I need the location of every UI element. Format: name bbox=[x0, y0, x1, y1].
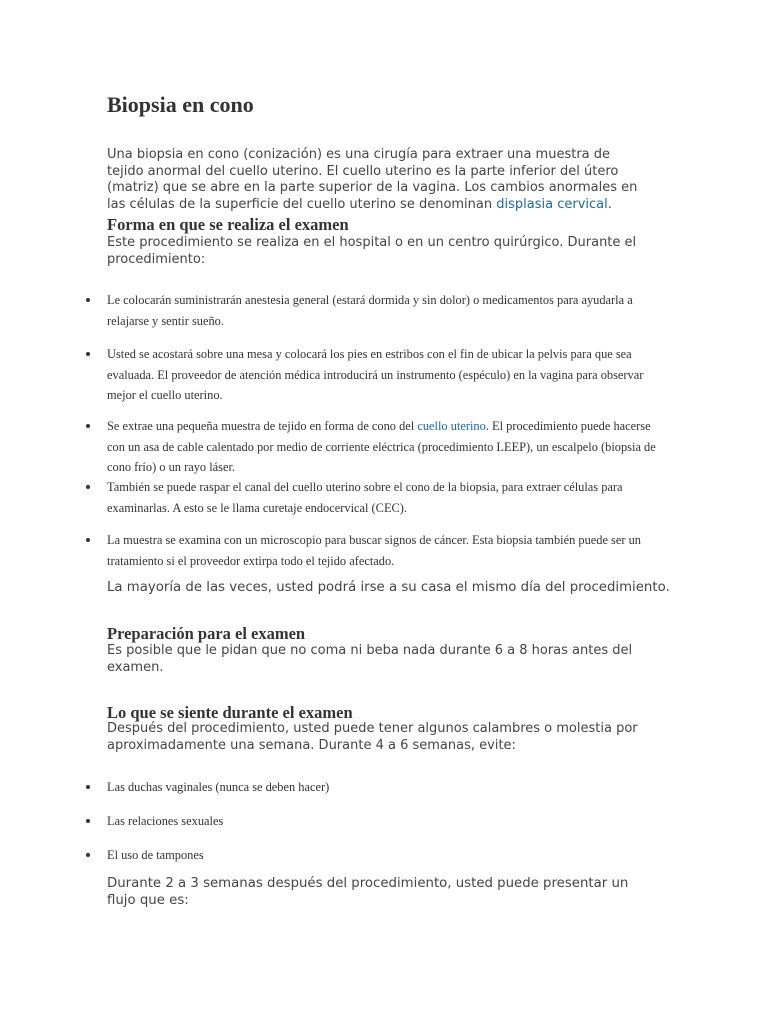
procedure-list bbox=[82, 290, 662, 331]
avoid-list bbox=[82, 777, 662, 798]
list-item-text: Se extrae una pequeña muestra de tejido en forma de cono del bbox=[107, 419, 418, 433]
list-item: Las relaciones sexuales bbox=[82, 811, 662, 832]
section1-closing: La mayoría de las veces, usted podrá irse a su casa el mismo día del procedimiento. bbox=[107, 580, 670, 595]
list-item: El uso de tampones bbox=[82, 845, 662, 866]
intro-text: Una biopsia en cono (conización) es una cirugía para extraer una muestra de tejido anormal del cuello uterino. El cuello uterino es la parte inferior del útero (matriz) que se abre en la parte superior de la vagina. Los cambios anormales en las células de la superficie del cuello uterino se denominan bbox=[107, 147, 638, 212]
section-heading-forma: Forma en que se realiza el examen bbox=[107, 215, 349, 234]
list-item-text: . El procedimiento puede hacerse con un asa de cable calentado por medio de corriente eléctrica (procedimiento LEEP), un escalpelo (biopsia de cono frío) o un rayo láser. bbox=[107, 419, 656, 474]
section-heading-siente: Lo que se siente durante el examen bbox=[107, 703, 353, 722]
page-title: Biopsia en cono bbox=[107, 92, 254, 117]
intro-end: . bbox=[607, 196, 612, 212]
list-item: También se puede raspar el canal del cuello uterino sobre el cono de la biopsia, para extraer células para examinarlas. A esto se le llama curetaje endocervical (CEC). bbox=[82, 477, 662, 518]
section-heading-preparacion: Preparación para el examen bbox=[107, 624, 306, 643]
list-item: Usted se acostará sobre una mesa y colocará los pies en estribos con el fin de ubicar la pelvis para que sea evaluada. El proveedor de atención médica introducirá un instrumento (espéculo) en la vagina para observar mejor el cuello uterino. bbox=[82, 344, 662, 406]
section3-closing: Durante 2 a 3 semanas después del procedimiento, usted puede presentar un flujo que es: bbox=[107, 876, 629, 908]
section1-lead: Este procedimiento se realiza en el hospital o en un centro quirúrgico. Durante el procedimiento: bbox=[107, 235, 637, 267]
procedure-list bbox=[82, 416, 662, 478]
intro-paragraph bbox=[107, 147, 647, 213]
displasia-cervical-link[interactable]: displasia cervical bbox=[496, 196, 608, 212]
section2-text: Es posible que le pidan que no coma ni beba nada durante 6 a 8 horas antes del examen. bbox=[107, 643, 633, 675]
list-item: La muestra se examina con un microscopio para buscar signos de cáncer. Esta biopsia también puede ser un tratamiento si el proveedor extirpa todo el tejido afectado. bbox=[82, 530, 662, 571]
procedure-list bbox=[82, 530, 662, 571]
list-item: Le colocarán suministrarán anestesia general (estará dormida y sin dolor) o medicamentos para ayudarla a relajarse y sentir sueño. bbox=[82, 290, 662, 331]
avoid-list bbox=[82, 845, 662, 866]
list-item: Las duchas vaginales (nunca se deben hacer) bbox=[82, 777, 662, 798]
procedure-list bbox=[82, 344, 662, 406]
list-item bbox=[82, 416, 662, 478]
section3-text: Después del procedimiento, usted puede tener algunos calambres o molestia por aproximadamente una semana. Durante 4 a 6 semanas, evite: bbox=[107, 721, 638, 753]
procedure-list bbox=[82, 477, 662, 518]
avoid-list bbox=[82, 811, 662, 832]
cuello-uterino-link[interactable]: cuello uterino bbox=[417, 419, 486, 433]
